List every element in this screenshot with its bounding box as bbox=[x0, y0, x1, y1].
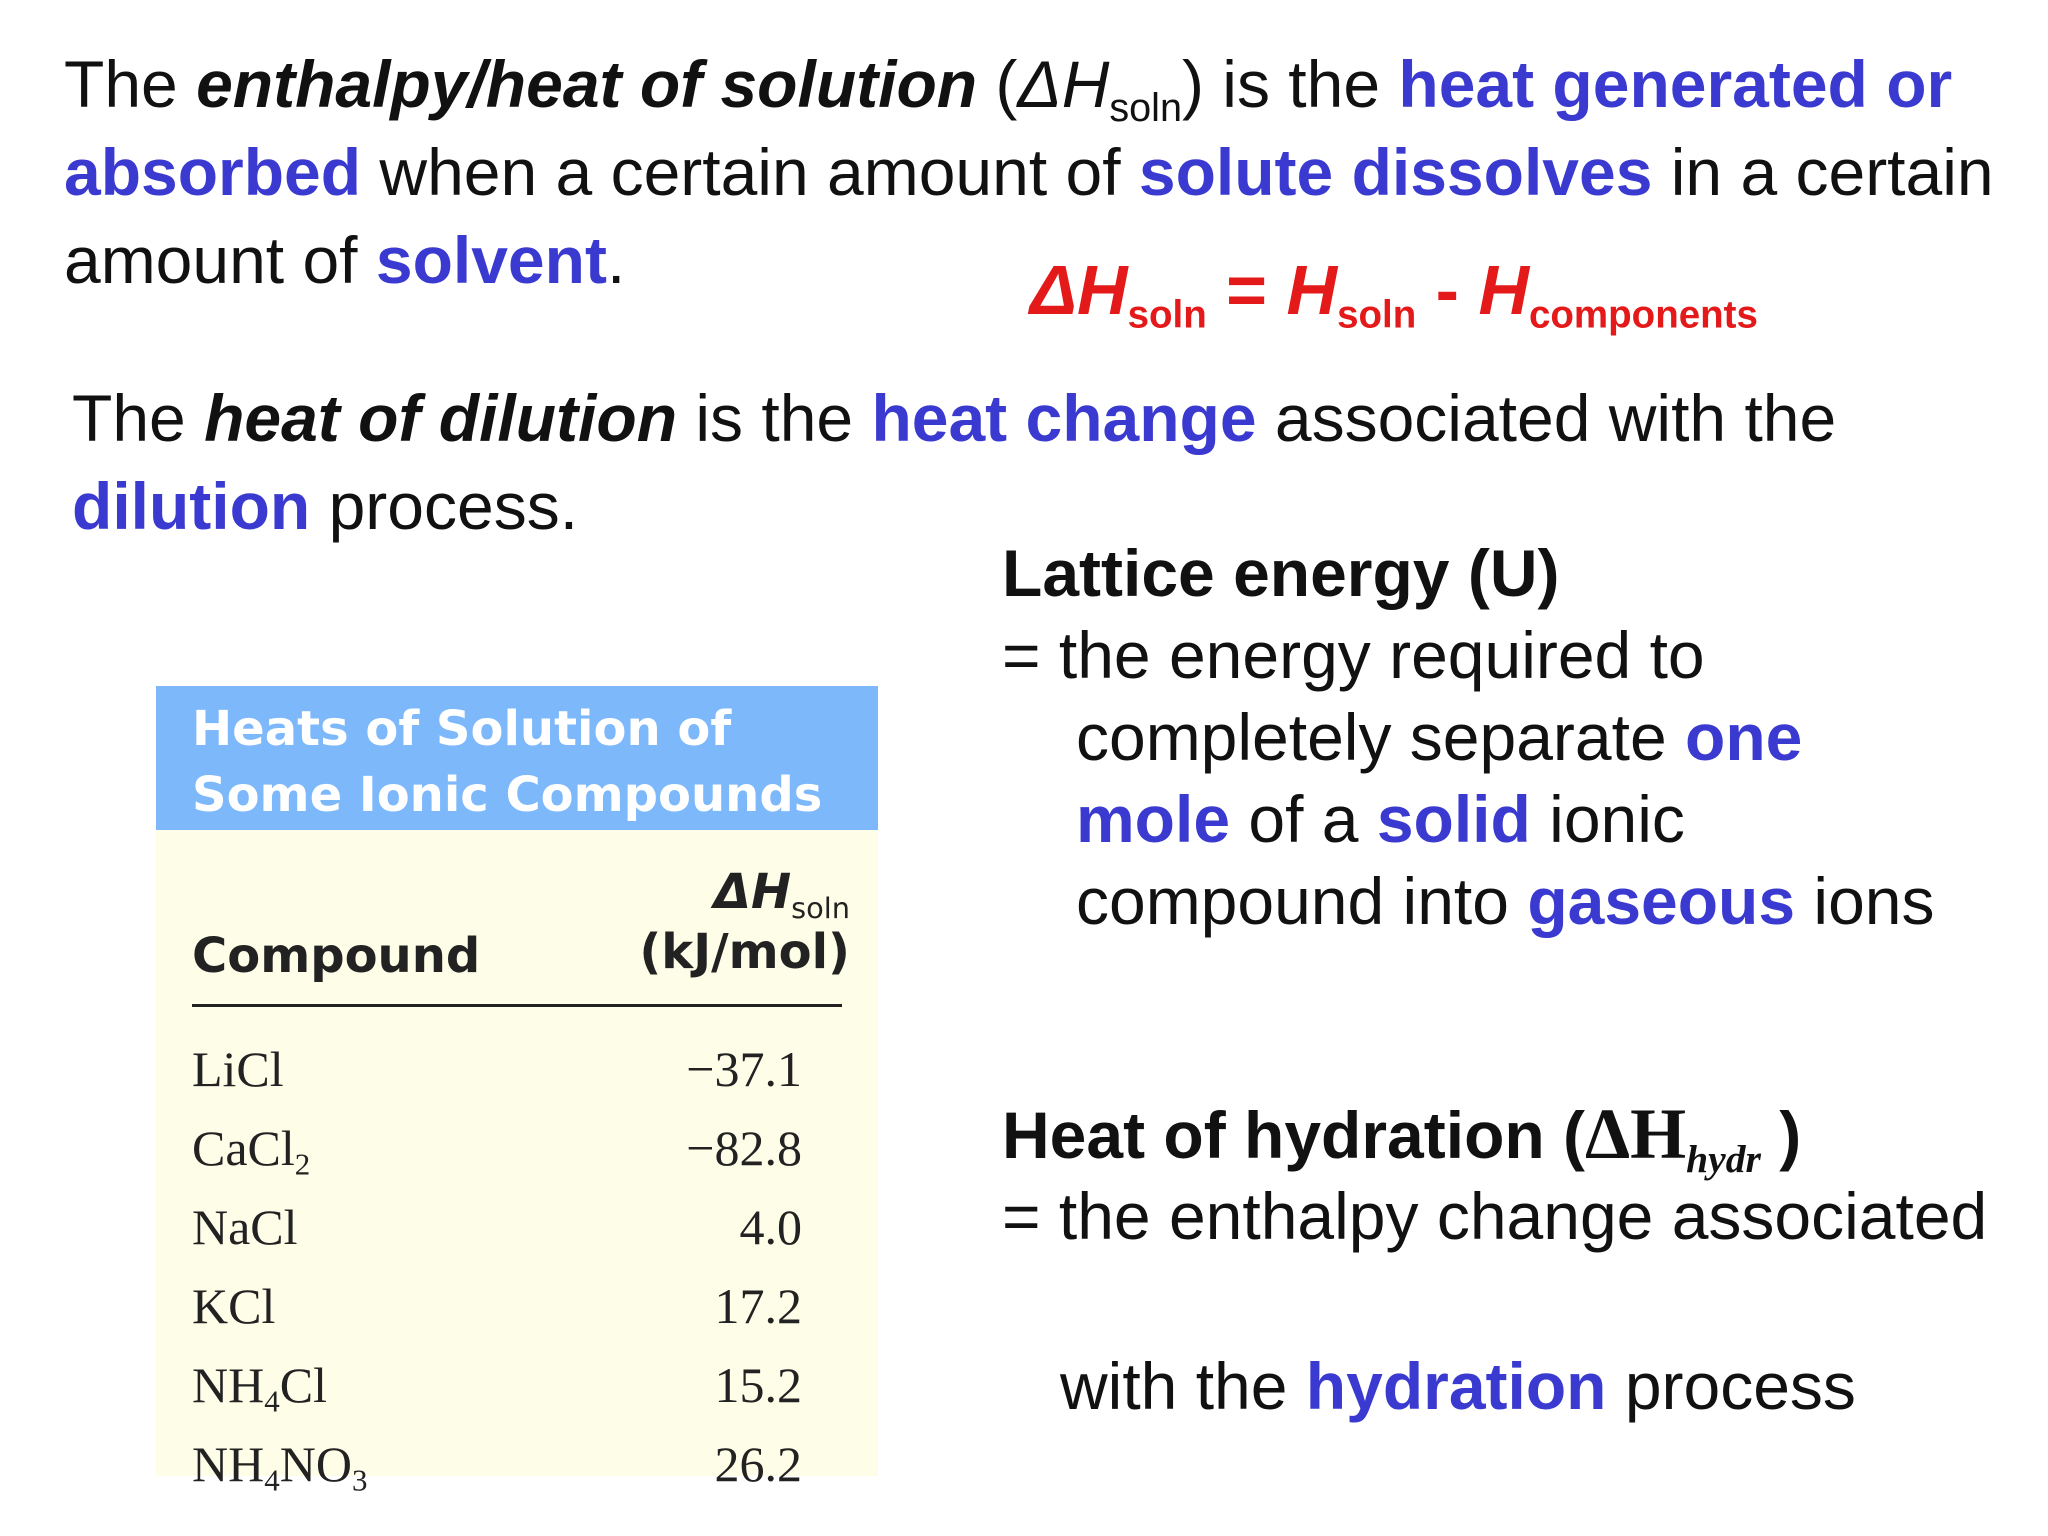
enthalpy-equation: $\Delta H_{soln} = H_{soln} - H_{components}$ bbox=[1030, 251, 1758, 337]
hl-heat-generated: heat generated or absorbed bbox=[64, 47, 1953, 209]
dilution-definition: The heat of dilution is the heat change associated with the dilution process. bbox=[72, 381, 1837, 543]
table-row: $NH_4Cl$ 15.2 bbox=[192, 1357, 802, 1419]
lattice-heading: Lattice energy (U) bbox=[1002, 536, 1560, 610]
lattice-energy-block: Lattice energy (U) = the energy required to completely separate one mole of a solid ionic compound into gaseous ions bbox=[1002, 532, 2042, 942]
symbol-dh-soln: ΔH bbox=[1017, 47, 1110, 121]
table-row: NaCl 4.0 bbox=[192, 1199, 802, 1255]
hl-dilution: dilution bbox=[72, 469, 311, 543]
hydration-heading: Heat of hydration ($\Delta H_{hydr}$ ) bbox=[1002, 1094, 1802, 1181]
table-title: Heats of Solution of Some Ionic Compounds bbox=[156, 686, 878, 830]
hydration-line2: with the hydration process bbox=[1060, 1349, 1856, 1423]
col-header-value: $\Delta H_{soln}$ (kJ/mol) bbox=[639, 864, 850, 980]
table-row: KCl 17.2 bbox=[192, 1278, 802, 1334]
hydration-line1: = the enthalpy change associated bbox=[1002, 1179, 1988, 1253]
table-row: $NH_4NO_3$ 26.2 bbox=[192, 1436, 802, 1498]
hl-solute-dissolves: solute dissolves bbox=[1138, 135, 1653, 209]
col-header-compound: Compound bbox=[192, 928, 481, 984]
hl-heat-change: heat change bbox=[871, 381, 1257, 455]
table-row: LiCl −37.1 bbox=[192, 1041, 802, 1097]
enthalpy-definition: The enthalpy/heat of solution $(\Delta H_{soln})$ is the heat generated or absorbed when a certain amount of solute dissolves in a certain amount of solvent. bbox=[64, 47, 1994, 297]
term-dilution: heat of dilution bbox=[204, 381, 678, 455]
table-rows bbox=[156, 686, 878, 1498]
hl-solvent: solvent bbox=[375, 223, 607, 297]
term-enthalpy: enthalpy/heat of solution bbox=[196, 47, 978, 121]
table-row: CaCl$_2$ −82.8 bbox=[192, 1120, 802, 1182]
